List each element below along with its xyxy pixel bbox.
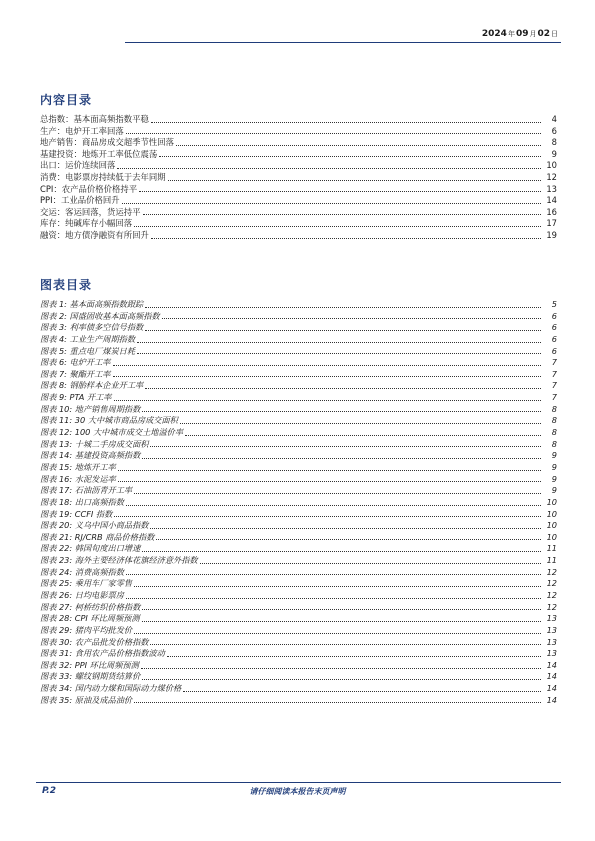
figure-entry-label: 图表 15: 地炼开工率 [40, 461, 116, 472]
figure-entry-page: 8 [551, 415, 557, 426]
figure-entry[interactable] [40, 543, 557, 555]
dot-leader [118, 480, 541, 482]
dot-leader [137, 341, 541, 343]
figure-entry-page: 6 [551, 310, 557, 321]
toc-entry-label: PPI：工业品价格回升 [40, 195, 120, 206]
date-year-unit: 年 [507, 30, 515, 38]
figure-entry-label: 图表 35: 原油及成品油价 [40, 694, 133, 705]
figure-entry[interactable] [40, 474, 557, 486]
figure-entry-page: 13 [546, 624, 557, 635]
figure-entry-label: 图表 32: PPI 环比周频预测 [40, 659, 139, 670]
toc-entry-page: 14 [546, 195, 557, 206]
toc-entry-label: 总指数：基本面高频指数平稳 [40, 114, 149, 124]
figure-entry-page: 11 [546, 555, 557, 566]
figure-entry-label: 图表 26: 日均电影票房 [40, 590, 124, 600]
figure-entry-label: 图表 5: 重点电厂煤炭日耗 [40, 345, 136, 356]
toc-entry[interactable] [40, 184, 557, 196]
figure-entry-page: 6 [551, 345, 557, 356]
toc-entry[interactable] [40, 160, 557, 172]
dot-leader [143, 213, 542, 215]
date-month-unit: 月 [529, 30, 537, 38]
figure-entry-page: 10 [546, 531, 557, 542]
page-number: P.2 [42, 786, 56, 796]
dot-leader [176, 144, 541, 146]
toc-entry-label: 库存：纯碱库存小幅回落 [40, 218, 133, 229]
figure-entry-page: 9 [551, 450, 557, 461]
dot-leader [150, 643, 541, 645]
figure-entry[interactable] [40, 660, 557, 672]
figure-entry[interactable] [40, 555, 557, 567]
figure-entry-label: 图表 9: PTA 开工率 [40, 392, 112, 403]
figure-entry[interactable] [40, 439, 557, 451]
toc-entry-label: 出口：运价连续回落 [40, 160, 116, 171]
figure-entry-page: 7 [551, 357, 557, 368]
footer-divider [36, 782, 561, 783]
toc-entry-page: 16 [546, 206, 557, 217]
figure-entry-label: 图表 18: 出口高频指数 [40, 496, 124, 507]
figure-entry-label: 图表 8: 钢胎样本企业开工率 [40, 380, 144, 391]
figure-entry[interactable] [40, 404, 557, 416]
figure-entry-page: 6 [551, 322, 557, 333]
figure-entry-label: 图表 34: 国内动力煤和国际动力煤价格 [40, 683, 182, 694]
figure-entry[interactable] [40, 602, 557, 614]
figure-entry[interactable] [40, 427, 557, 439]
dot-leader [134, 632, 541, 634]
figure-entry-label: 图表 33: 螺纹钢期货结算价 [40, 671, 141, 682]
figure-entry-page: 7 [551, 380, 557, 391]
figure-entry-label: 图表 12: 100 大中城市成交土地溢价率 [40, 427, 184, 438]
toc-entry-page: 19 [546, 229, 557, 240]
toc-entry-label: CPI：农产品价格价格持平 [40, 183, 138, 194]
figure-entry-page: 13 [546, 636, 557, 647]
figure-entry[interactable] [40, 415, 557, 427]
dot-leader [159, 155, 541, 157]
figure-entry[interactable] [40, 322, 557, 334]
figure-entry-label: 图表 14: 基建投资高频指数 [40, 450, 141, 461]
dot-leader [114, 515, 541, 517]
date-day-unit: 日 [551, 30, 558, 38]
figure-entry-label: 图表 23: 海外主要经济体花旗经济意外指数 [40, 555, 198, 566]
figure-entry-page: 12 [546, 601, 557, 612]
figure-entry-label: 图表 29: 猪肉平均批发价 [40, 624, 133, 635]
toc-entry-page: 9 [551, 148, 557, 159]
toc-entry-label: 融资：地方债净融资有所回升 [40, 229, 149, 240]
figure-entry[interactable] [40, 683, 557, 695]
dot-leader [150, 527, 541, 529]
figure-entry[interactable] [40, 520, 557, 532]
figure-entry-page: 7 [551, 392, 557, 403]
dot-leader [134, 225, 541, 227]
figure-entry-page: 13 [546, 648, 557, 659]
dot-leader [142, 620, 541, 622]
figure-entry-page: 12 [546, 590, 557, 600]
dot-leader [117, 167, 541, 169]
toc-entry-page: 10 [546, 160, 557, 171]
dot-leader [180, 422, 541, 424]
dot-leader [142, 457, 541, 459]
figure-entry-label: 图表 30: 农产品批发价格指数 [40, 636, 149, 647]
figure-entry-page: 11 [546, 543, 557, 554]
dot-leader [185, 434, 541, 436]
toc-entry-label: 生产：电炉开工率回落 [40, 125, 124, 136]
figure-entry[interactable] [40, 334, 557, 346]
dot-leader [134, 701, 541, 703]
figure-entry-label: 图表 3: 利率债多空信号指数 [40, 322, 144, 333]
toc-entry[interactable] [40, 230, 557, 242]
figure-entry-page: 14 [546, 694, 557, 705]
figure-entry-page: 10 [546, 508, 557, 519]
figure-entry-label: 图表 4: 工业生产周期指数 [40, 333, 136, 344]
toc-entry[interactable] [40, 195, 557, 207]
figure-entry[interactable] [40, 532, 557, 544]
figure-entry[interactable] [40, 648, 557, 660]
dot-leader [113, 364, 542, 366]
figure-entry-page: 6 [551, 333, 557, 344]
figure-entry-label: 图表 20: 义乌中国小商品指数 [40, 520, 149, 531]
figure-entry-label: 图表 19: CCFI 指数 [40, 508, 113, 519]
figure-entry[interactable] [40, 637, 557, 649]
figure-entry[interactable] [40, 485, 557, 497]
dot-leader [113, 375, 542, 377]
dot-leader [142, 410, 541, 412]
figure-entry[interactable] [40, 357, 557, 369]
figure-entry-label: 图表 28: CPI 环比周频预测 [40, 613, 140, 624]
dot-leader [168, 179, 541, 181]
figure-entry[interactable] [40, 369, 557, 381]
figure-entry[interactable] [40, 392, 557, 404]
figure-entry-label: 图表 16: 水泥发运率 [40, 473, 116, 484]
figure-entry[interactable] [40, 450, 557, 462]
figure-entry[interactable] [40, 311, 557, 323]
figure-entry-page: 9 [551, 485, 557, 496]
toc-entry-page: 17 [546, 218, 557, 229]
figure-entry-label: 图表 1: 基本面高频指数跟踪 [40, 298, 144, 309]
figure-entry[interactable] [40, 299, 557, 311]
report-date [482, 29, 559, 39]
toc-entry[interactable] [40, 207, 557, 219]
figure-entry-page: 9 [551, 461, 557, 472]
toc-entry[interactable] [40, 149, 557, 161]
toc-entry-page: 13 [546, 183, 557, 194]
figure-entry-label: 图表 21: RJ/CRB 商品价格指数 [40, 531, 155, 542]
date-month: 09 [515, 29, 529, 39]
dot-leader [200, 562, 541, 564]
figure-entry-page: 8 [551, 438, 557, 449]
dot-leader [183, 690, 541, 692]
dot-leader [142, 678, 541, 680]
figure-entry-page: 13 [546, 613, 557, 624]
toc-entry-label: 地产销售：商品房成交超季节性回落 [40, 137, 174, 148]
figure-entry[interactable] [40, 380, 557, 392]
figure-entry[interactable] [40, 497, 557, 509]
toc-entry-page: 8 [551, 137, 557, 148]
toc-entry-page: 12 [546, 171, 557, 182]
figure-entry[interactable] [40, 695, 557, 707]
figure-entry-label: 图表 10: 地产销售周期指数 [40, 403, 141, 414]
dot-leader [145, 306, 541, 308]
figure-entry[interactable] [40, 462, 557, 474]
dot-leader [162, 317, 541, 319]
dot-leader [167, 655, 541, 657]
toc-entry-label: 交运：客运回落，货运持平 [40, 206, 141, 217]
figure-entry-page: 14 [546, 659, 557, 670]
dot-leader [141, 667, 541, 669]
figure-entry-label: 图表 13: 十城二手房成交面积 [40, 438, 149, 449]
figure-entry-label: 图表 31: 食用农产品价格指数波动 [40, 648, 165, 659]
figure-entry-label: 图表 7: 聚酯开工率 [40, 368, 111, 379]
figure-entry-page: 14 [546, 671, 557, 682]
dot-leader [156, 538, 541, 540]
dot-leader [137, 352, 541, 354]
dot-leader [139, 190, 541, 192]
toc-entry-label: 消费：电影票房持续低于去年同期 [40, 171, 166, 182]
toc-entry-page: 6 [551, 125, 557, 136]
header-divider [125, 42, 561, 43]
dot-leader [122, 202, 541, 204]
figure-entry[interactable] [40, 613, 557, 625]
figure-entry[interactable] [40, 567, 557, 579]
disclaimer-text: 请仔细阅读本报告末页声明 [249, 787, 346, 796]
figure-entry-label: 图表 27: 柯桥纺织价格指数 [40, 601, 141, 612]
dot-leader [126, 132, 541, 134]
figure-entry-page: 14 [546, 683, 557, 694]
dot-leader [145, 387, 541, 389]
toc-entry-page: 4 [551, 114, 557, 124]
figure-entry[interactable] [40, 509, 557, 521]
dot-leader [151, 121, 541, 123]
date-day: 02 [537, 29, 550, 39]
figure-entry-page: 8 [551, 403, 557, 414]
figures-title: 图表目录 [40, 278, 93, 292]
figure-entry[interactable] [40, 590, 557, 602]
dot-leader [118, 469, 541, 471]
figure-entry-page: 12 [546, 578, 557, 589]
figure-entry-page: 10 [546, 520, 557, 531]
figure-entry[interactable] [40, 672, 557, 684]
figure-entry-label: 图表 22: 韩国旬度出口增速 [40, 543, 141, 554]
dot-leader [142, 550, 541, 552]
figure-entry-page: 10 [546, 496, 557, 507]
figure-entry-page: 7 [551, 368, 557, 379]
figure-entry-page: 9 [551, 473, 557, 484]
toc-entry[interactable] [40, 218, 557, 230]
figure-entry-page: 8 [551, 427, 557, 438]
figure-entry-label: 图表 24: 消费高频指数 [40, 566, 124, 577]
dot-leader [126, 504, 541, 506]
figure-entry-label: 图表 25: 乘用车厂家零售 [40, 578, 133, 589]
figure-entry-label: 图表 6: 电炉开工率 [40, 357, 111, 368]
dot-leader [150, 445, 541, 447]
toc-entry-label: 基建投资：地炼开工率低位震荡 [40, 148, 158, 159]
figure-entry-label: 图表 11: 30 大中城市商品房成交面积 [40, 415, 178, 426]
figure-entry[interactable] [40, 625, 557, 637]
dot-leader [151, 237, 541, 239]
toc-entry[interactable] [40, 114, 557, 126]
dot-leader [134, 585, 541, 587]
dot-leader [126, 597, 541, 599]
figure-entry-page: 5 [551, 298, 557, 309]
dot-leader [126, 573, 541, 575]
figures-list [40, 299, 557, 706]
dot-leader [145, 329, 541, 331]
toc-entry[interactable] [40, 137, 557, 149]
figure-entry[interactable] [40, 578, 557, 590]
dot-leader [142, 608, 541, 610]
toc-entry[interactable] [40, 172, 557, 184]
dot-leader [134, 492, 541, 494]
toc-list [40, 114, 557, 242]
figure-entry-label: 图表 17: 石油沥青开工率 [40, 485, 133, 496]
toc-entry[interactable] [40, 126, 557, 138]
toc-title: 内容目录 [40, 93, 93, 107]
figure-entry[interactable] [40, 346, 557, 358]
date-year: 2024 [481, 29, 507, 39]
figure-entry-page: 12 [546, 566, 557, 577]
figure-entry-label: 图表 2: 国盛固收基本面高频指数 [40, 310, 160, 321]
dot-leader [114, 399, 542, 401]
